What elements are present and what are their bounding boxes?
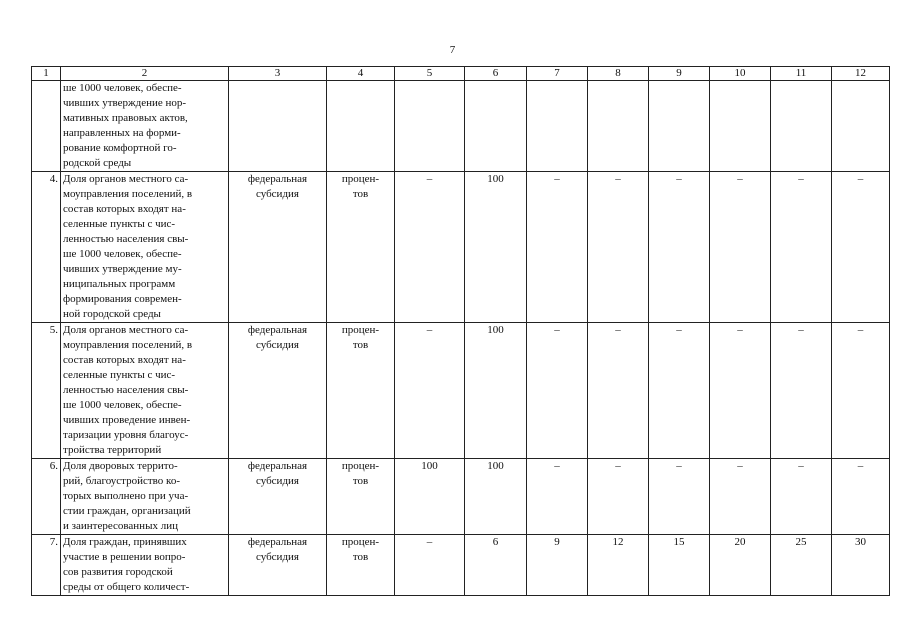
indicator-name-line: среды от общего количест- (63, 581, 190, 593)
value-cell: – (527, 172, 588, 323)
table-row (32, 172, 890, 323)
indicator-name-line: чивших утверждение му- (63, 263, 182, 275)
funding-source-cell (229, 323, 327, 459)
unit-cell (327, 323, 395, 459)
funding-source-cell (229, 535, 327, 596)
value-cell: – (588, 172, 649, 323)
indicator-name-cell (61, 459, 229, 535)
funding-source-line: федеральная (247, 324, 308, 336)
value-cell: – (832, 459, 890, 535)
unit-line: тов (352, 551, 369, 563)
value-cell: 100 (465, 172, 527, 323)
unit-line: тов (352, 475, 369, 487)
unit-cell (327, 535, 395, 596)
value-cell: – (771, 172, 832, 323)
unit-line: тов (352, 188, 369, 200)
value-cell: – (588, 323, 649, 459)
indicator-name-line: рование комфортной го- (63, 142, 177, 154)
indicator-name-line: Доля граждан, принявших (63, 536, 187, 548)
value-cell: – (771, 459, 832, 535)
indicators-table (31, 66, 890, 596)
value-cell (771, 81, 832, 172)
indicator-name-line: участие в решении вопро- (63, 551, 186, 563)
header-cell: 9 (649, 67, 710, 81)
indicator-name-line: направленных на форми- (63, 127, 181, 139)
value-cell (832, 81, 890, 172)
indicator-name-line: тройства территорий (63, 444, 162, 456)
funding-source-line: федеральная (247, 536, 308, 548)
value-cell: – (395, 323, 465, 459)
unit-cell (327, 459, 395, 535)
value-cell: – (710, 172, 771, 323)
indicator-name-line: родской среды (63, 157, 132, 169)
table-row (32, 459, 890, 535)
indicator-name-line: ленностью населения свы- (63, 384, 189, 396)
value-cell: 100 (465, 323, 527, 459)
header-row (32, 67, 890, 81)
funding-source-line: субсидия (255, 339, 299, 351)
value-cell: 25 (771, 535, 832, 596)
unit-cell (327, 172, 395, 323)
value-cell: – (649, 459, 710, 535)
unit-line: процен- (341, 460, 380, 472)
indicator-name-line: сов развития городской (63, 566, 173, 578)
indicator-name-line: торых выполнено при уча- (63, 490, 189, 502)
row-number (32, 81, 61, 172)
value-cell: – (710, 323, 771, 459)
page-number: 7 (449, 44, 456, 56)
indicator-name-cell (61, 172, 229, 323)
indicator-name-line: моуправления поселений, в (63, 339, 193, 351)
indicator-name-line: чивших проведение инвен- (63, 414, 191, 426)
funding-source-line: федеральная (247, 460, 308, 472)
indicator-name-line: селенные пункты с чис- (63, 369, 176, 381)
value-cell: 20 (710, 535, 771, 596)
header-cell: 6 (465, 67, 527, 81)
value-cell: – (649, 323, 710, 459)
indicator-name-line: состав которых входят на- (63, 354, 186, 366)
value-cell: – (527, 459, 588, 535)
indicator-name-line: ше 1000 человек, обеспе- (63, 82, 182, 94)
unit-line: тов (352, 339, 369, 351)
table-row (32, 535, 890, 596)
funding-source-cell (229, 81, 327, 172)
indicator-name-line: селенные пункты с чис- (63, 218, 176, 230)
indicator-name-line: и заинтересованных лиц (63, 520, 178, 532)
value-cell (395, 81, 465, 172)
header-cell: 10 (710, 67, 771, 81)
value-cell: – (588, 459, 649, 535)
value-cell: – (832, 323, 890, 459)
header-cell: 1 (32, 67, 61, 81)
row-number: 7. (32, 535, 61, 596)
header-cell: 5 (395, 67, 465, 81)
value-cell: – (527, 323, 588, 459)
indicator-name-cell (61, 81, 229, 172)
funding-source-line: субсидия (255, 475, 299, 487)
table-row (32, 81, 890, 172)
indicator-name-line: мативных правовых актов, (63, 112, 188, 124)
funding-source-line: субсидия (255, 188, 299, 200)
table-row (32, 323, 890, 459)
indicator-name-line: ной городской среды (63, 308, 161, 320)
indicator-name-line: ленностью населения свы- (63, 233, 189, 245)
funding-source-cell (229, 172, 327, 323)
indicator-name-line: таризации уровня благоус- (63, 429, 189, 441)
funding-source-line: субсидия (255, 551, 299, 563)
value-cell: – (771, 323, 832, 459)
value-cell: 15 (649, 535, 710, 596)
header-cell: 12 (832, 67, 890, 81)
row-number: 5. (32, 323, 61, 459)
value-cell (465, 81, 527, 172)
value-cell: 30 (832, 535, 890, 596)
value-cell: – (395, 535, 465, 596)
value-cell: – (710, 459, 771, 535)
value-cell: 9 (527, 535, 588, 596)
indicator-name-line: ниципальных программ (63, 278, 176, 290)
header-cell: 3 (229, 67, 327, 81)
indicator-name-line: стии граждан, организаций (63, 505, 191, 517)
funding-source-line: федеральная (247, 173, 308, 185)
header-cell: 4 (327, 67, 395, 81)
indicator-name-line: состав которых входят на- (63, 203, 186, 215)
indicator-name-line: формирования современ- (63, 293, 182, 305)
value-cell (649, 81, 710, 172)
value-cell: – (649, 172, 710, 323)
value-cell: – (832, 172, 890, 323)
indicator-name-line: моуправления поселений, в (63, 188, 193, 200)
indicator-name-cell (61, 535, 229, 596)
row-number: 4. (32, 172, 61, 323)
value-cell: 100 (465, 459, 527, 535)
value-cell (527, 81, 588, 172)
funding-source-cell (229, 459, 327, 535)
value-cell (710, 81, 771, 172)
unit-line: процен- (341, 536, 380, 548)
header-cell: 11 (771, 67, 832, 81)
unit-cell (327, 81, 395, 172)
value-cell (588, 81, 649, 172)
indicator-name-line: Доля органов местного са- (63, 173, 189, 185)
row-number: 6. (32, 459, 61, 535)
header-cell: 8 (588, 67, 649, 81)
indicator-name-line: чивших утверждение нор- (63, 97, 187, 109)
indicator-name-cell (61, 323, 229, 459)
unit-line: процен- (341, 173, 380, 185)
indicator-name-line: ше 1000 человек, обеспе- (63, 248, 182, 260)
value-cell: 12 (588, 535, 649, 596)
value-cell: 100 (395, 459, 465, 535)
indicator-name-line: Доля органов местного са- (63, 324, 189, 336)
unit-line: процен- (341, 324, 380, 336)
indicator-name-line: рий, благоустройство ко- (63, 475, 181, 487)
header-cell: 2 (61, 67, 229, 81)
indicator-name-line: ше 1000 человек, обеспе- (63, 399, 182, 411)
value-cell: – (395, 172, 465, 323)
header-cell: 7 (527, 67, 588, 81)
indicator-name-line: Доля дворовых террито- (63, 460, 178, 472)
value-cell: 6 (465, 535, 527, 596)
